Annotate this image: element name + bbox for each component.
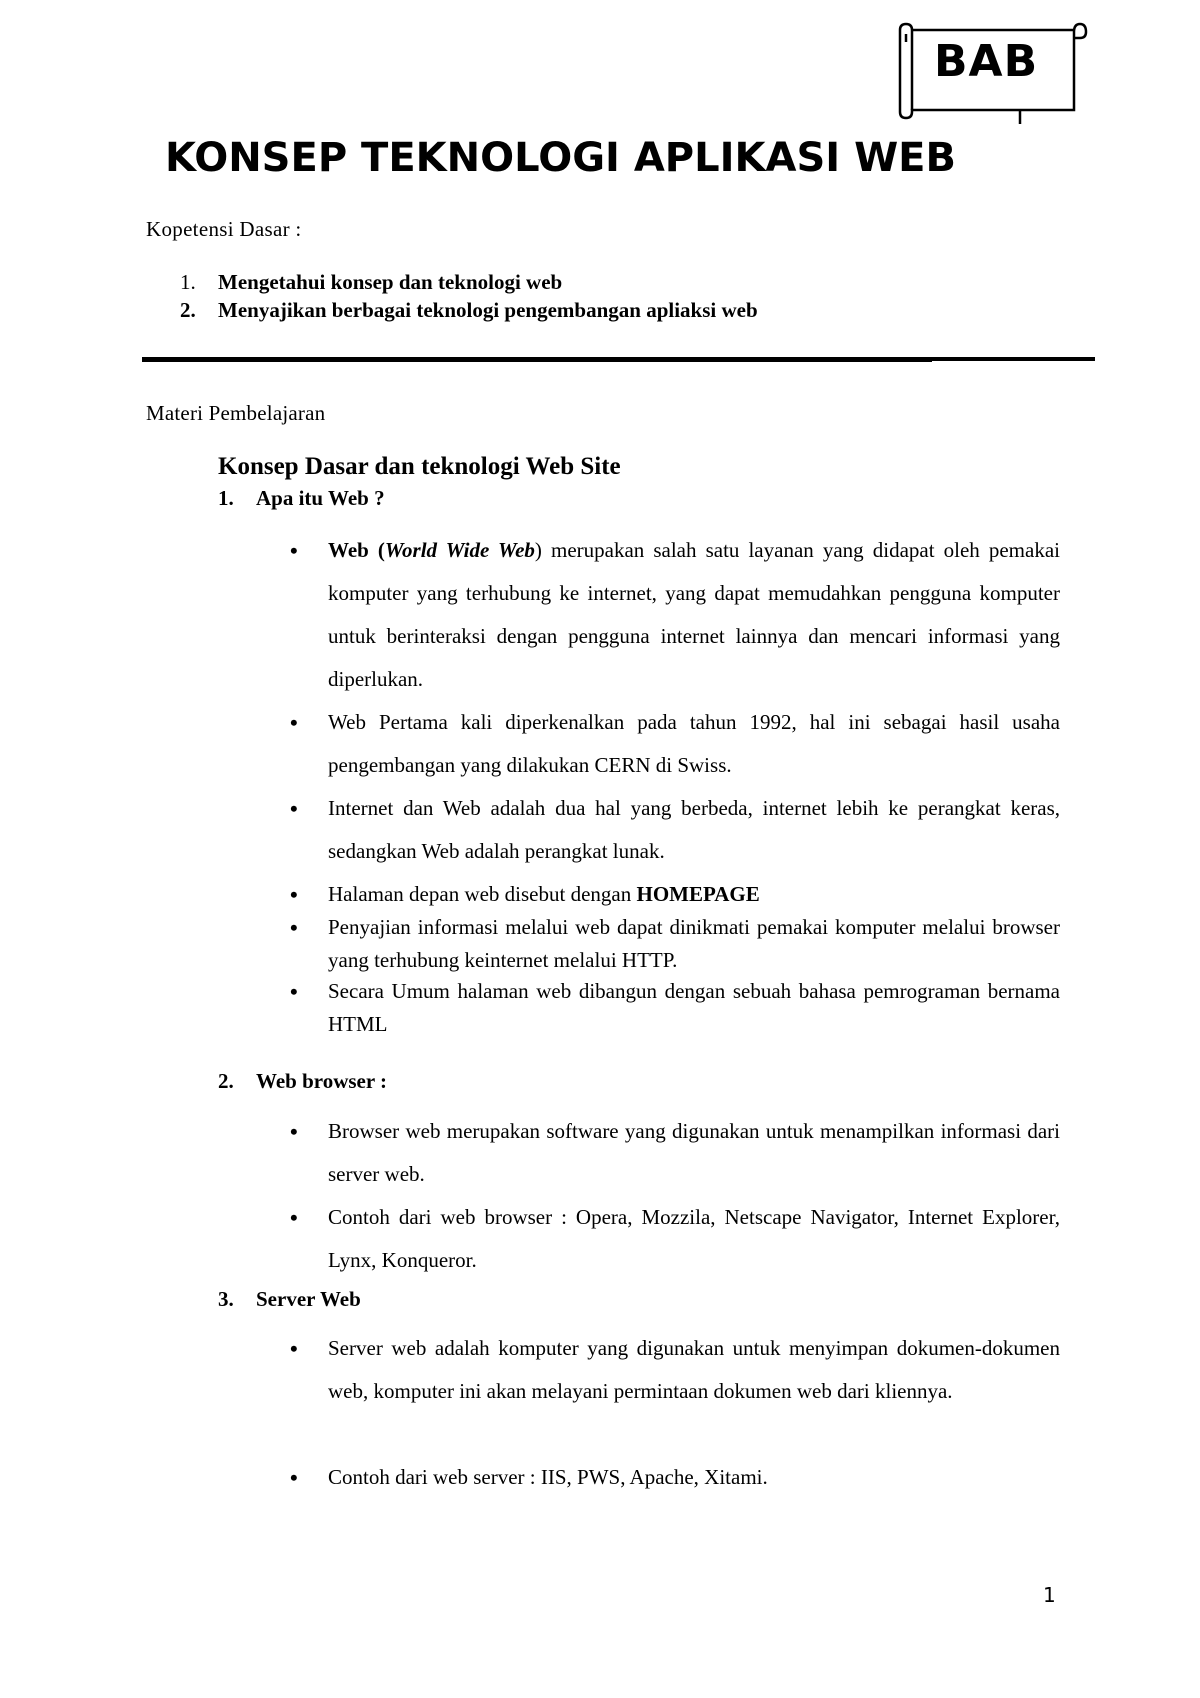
kompetensi-item-text: Menyajikan berbagai teknologi pengembangan apliaksi web	[218, 298, 758, 322]
page-number: 1	[1043, 1583, 1056, 1607]
list-item-text: Secara Umum halaman web dibangun dengan sebuah bahasa pemrograman bernama HTML	[328, 979, 1060, 1036]
list-item	[290, 975, 1060, 1041]
materi-label: Materi Pembelajaran	[146, 401, 326, 425]
bullet-icon: •	[290, 1465, 298, 1490]
section-heading-text: Apa itu Web ?	[256, 486, 385, 510]
list-item	[290, 529, 1060, 701]
bullet-icon: •	[290, 1119, 298, 1144]
list-item	[290, 911, 1060, 977]
section-heading-3	[218, 1287, 361, 1312]
section-heading-1	[218, 486, 385, 511]
kompetensi-item-text: Mengetahui konsep dan teknologi web	[218, 270, 563, 294]
list-item-text: Penyajian informasi melalui web dapat dinikmati pemakai komputer melalui browser yang terhubung keinternet melalui HTTP.	[328, 915, 1060, 972]
web-definition: ) merupakan salah satu layanan yang didapat oleh pemakai komputer yang terhubung ke internet, yang dapat memudahkan pengguna komputer untuk berinteraksi dengan pengguna internet lainnya dan mencari informasi yang diperlukan.	[328, 538, 1060, 691]
list-item-text: Internet dan Web adalah dua hal yang berbeda, internet lebih ke perangkat keras, sedangkan Web adalah perangkat lunak.	[328, 796, 1060, 863]
list-item	[290, 787, 1060, 873]
list-item-text	[328, 529, 1060, 701]
list-item-text: Web Pertama kali diperkenalkan pada tahun 1992, hal ini sebagai hasil usaha pengembangan yang dilakukan CERN di Swiss.	[328, 710, 1060, 777]
section-number: 1.	[218, 486, 234, 510]
list-item	[290, 1456, 1060, 1499]
kompetensi-item	[180, 268, 758, 296]
list-item-text: Contoh dari web server : IIS, PWS, Apache, Xitami.	[328, 1465, 768, 1489]
kompetensi-item	[180, 296, 758, 324]
section-number: 3.	[218, 1287, 234, 1311]
list-item-text: Browser web merupakan software yang digunakan untuk menampilkan informasi dari server web.	[328, 1119, 1060, 1186]
list-item	[290, 701, 1060, 787]
bullet-icon: •	[290, 979, 298, 1004]
section-divider-thin	[142, 361, 932, 362]
kompetensi-list	[180, 268, 758, 324]
list-item	[290, 878, 1060, 911]
list-item	[290, 1327, 1060, 1413]
section-heading-text: Server Web	[256, 1287, 361, 1311]
bullet-icon: •	[290, 915, 298, 940]
kompetensi-item-number: 2.	[180, 298, 196, 322]
kompetensi-item-number: 1.	[180, 270, 196, 294]
web-term: Web (	[328, 538, 385, 562]
page-title: KONSEP TEKNOLOGI APLIKASI WEB	[165, 135, 956, 181]
section-title: Konsep Dasar dan teknologi Web Site	[218, 453, 621, 480]
bullet-icon: •	[290, 538, 298, 563]
list-item	[290, 1110, 1060, 1196]
bullet-icon: •	[290, 882, 298, 907]
homepage-term: HOMEPAGE	[636, 882, 760, 906]
list-item-text: Server web adalah komputer yang digunakan untuk menyimpan dokumen-dokumen web, komputer ini akan melayani permintaan dokumen web dari kliennya.	[328, 1336, 1060, 1403]
bullet-icon: •	[290, 1205, 298, 1230]
section-heading-text: Web browser :	[256, 1069, 388, 1093]
kompetensi-label: Kopetensi Dasar :	[146, 217, 302, 241]
web-term-italic: World Wide Web	[384, 538, 535, 562]
section-heading-2	[218, 1069, 387, 1094]
list-item-text	[328, 878, 1060, 911]
list-item-text: Contoh dari web browser : Opera, Mozzila, Netscape Navigator, Internet Explorer, Lynx, Konqueror.	[328, 1205, 1060, 1272]
section-number: 2.	[218, 1069, 234, 1093]
list-item	[290, 1196, 1060, 1282]
bab-label: BAB	[934, 36, 1039, 87]
bullet-icon: •	[290, 796, 298, 821]
homepage-sentence: Halaman depan web disebut dengan	[328, 882, 637, 906]
bullet-icon: •	[290, 1336, 298, 1361]
bullet-icon: •	[290, 710, 298, 735]
